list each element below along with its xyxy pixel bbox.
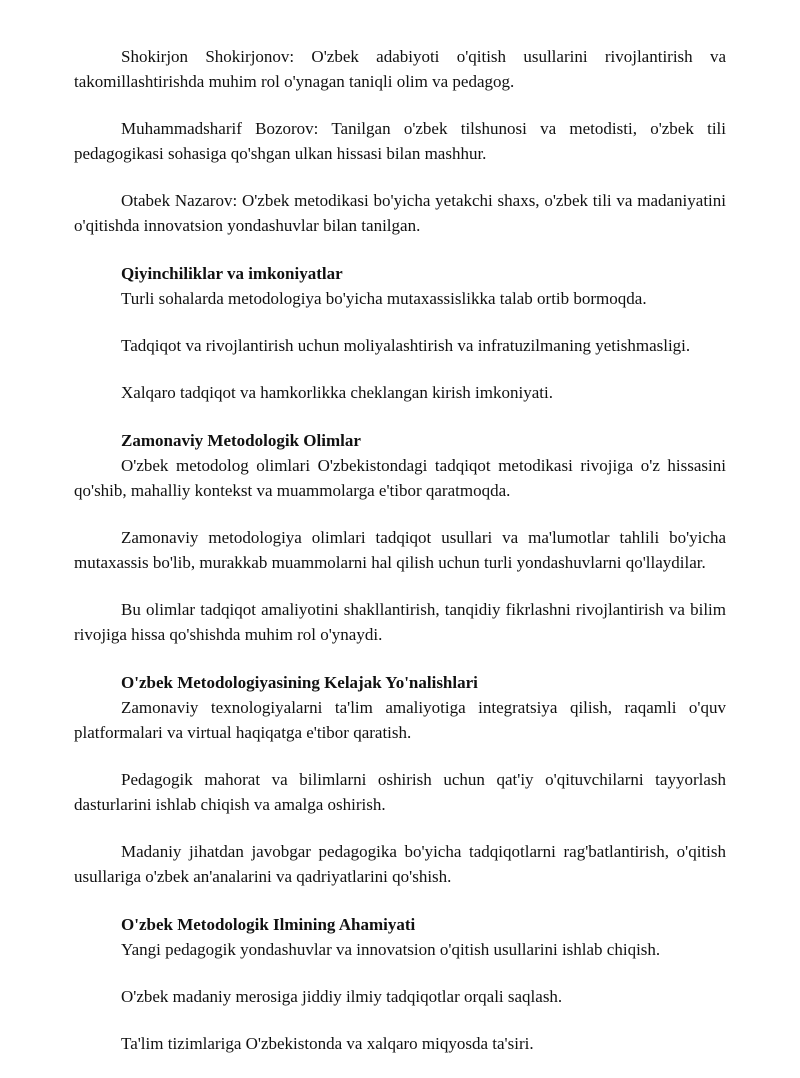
paragraph-shokirjonov: Shokirjon Shokirjonov: O'zbek adabiyoti o'qitish usullarini rivojlantirish va takomillashtirishda muhim rol o'ynagan taniqli olim va pedagog. [74,47,726,91]
paragraph-future-training: Pedagogik mahorat va bilimlarni oshirish uchun qat'iy o'qituvchilarni tayyorlash dasturlarini ishlab chiqish va amalga oshirish. [74,770,726,814]
paragraph-challenge-funding: Tadqiqot va rivojlantirish uchun moliyalashtirish va infratuzilmaning yetishmasligi. [121,336,691,355]
document-page [74,44,726,1078]
paragraph-scholars-contribution: O'zbek metodolog olimlari O'zbekistondagi tadqiqot metodikasi rivojiga o'z hissasini qo'shib, mahalliy kontekst va muammolarga e'tibor qaratmoqda. [74,456,726,500]
paragraph-future-technology: Zamonaviy texnologiyalarni ta'lim amaliyotiga integratsiya qilish, raqamli o'quv platformalari va virtual haqiqatga e'tibor qaratish. [74,698,726,742]
paragraph-significance-heritage: O'zbek madaniy merosiga jiddiy ilmiy tadqiqotlar orqali saqlash. [121,987,563,1006]
paragraph-significance-impact: Ta'lim tizimlariga O'zbekistonda va xalqaro miqyosda ta'siri. [121,1034,534,1053]
heading-future-directions: O'zbek Metodologiyasining Kelajak Yo'nalishlari [121,673,478,692]
heading-significance: O'zbek Metodologik Ilmining Ahamiyati [121,915,416,934]
paragraph-challenge-access: Xalqaro tadqiqot va hamkorlikka cheklangan kirish imkoniyati. [121,383,553,402]
paragraph-scholars-expertise: Zamonaviy metodologiya olimlari tadqiqot usullari va ma'lumotlar tahlili bo'yicha mutaxassis bo'lib, murakkab muammolarni hal qilish uchun turli yondashuvlarni qo'llaydilar. [74,528,726,572]
paragraph-challenge-demand: Turli sohalarda metodologiya bo'yicha mutaxassislikka talab ortib bormoqda. [121,289,647,308]
heading-modern-scholars: Zamonaviy Metodologik Olimlar [121,431,361,450]
paragraph-future-culture: Madaniy jihatdan javobgar pedagogika bo'yicha tadqiqotlarni rag'batlantirish, o'qitish usullariga o'zbek an'analarini va qadriyatlarini qo'shish. [74,842,726,886]
paragraph-significance-approaches: Yangi pedagogik yondashuvlar va innovatsion o'qitish usullarini ishlab chiqish. [121,940,661,959]
heading-challenges: Qiyinchiliklar va imkoniyatlar [121,264,343,283]
paragraph-scholars-role: Bu olimlar tadqiqot amaliyotini shakllantirish, tanqidiy fikrlashni rivojlantirish va bilim rivojiga hissa qo'shishda muhim rol o'ynaydi. [74,600,726,644]
paragraph-nazarov: Otabek Nazarov: O'zbek metodikasi bo'yicha yetakchi shaxs, o'zbek tili va madaniyatini o'qitishda innovatsion yondashuvlar bilan tanilgan. [74,191,726,235]
paragraph-bozorov: Muhammadsharif Bozorov: Tanilgan o'zbek tilshunosi va metodisti, o'zbek tili pedagogikasi sohasiga qo'shgan ulkan hissasi bilan mashhur. [74,119,726,163]
